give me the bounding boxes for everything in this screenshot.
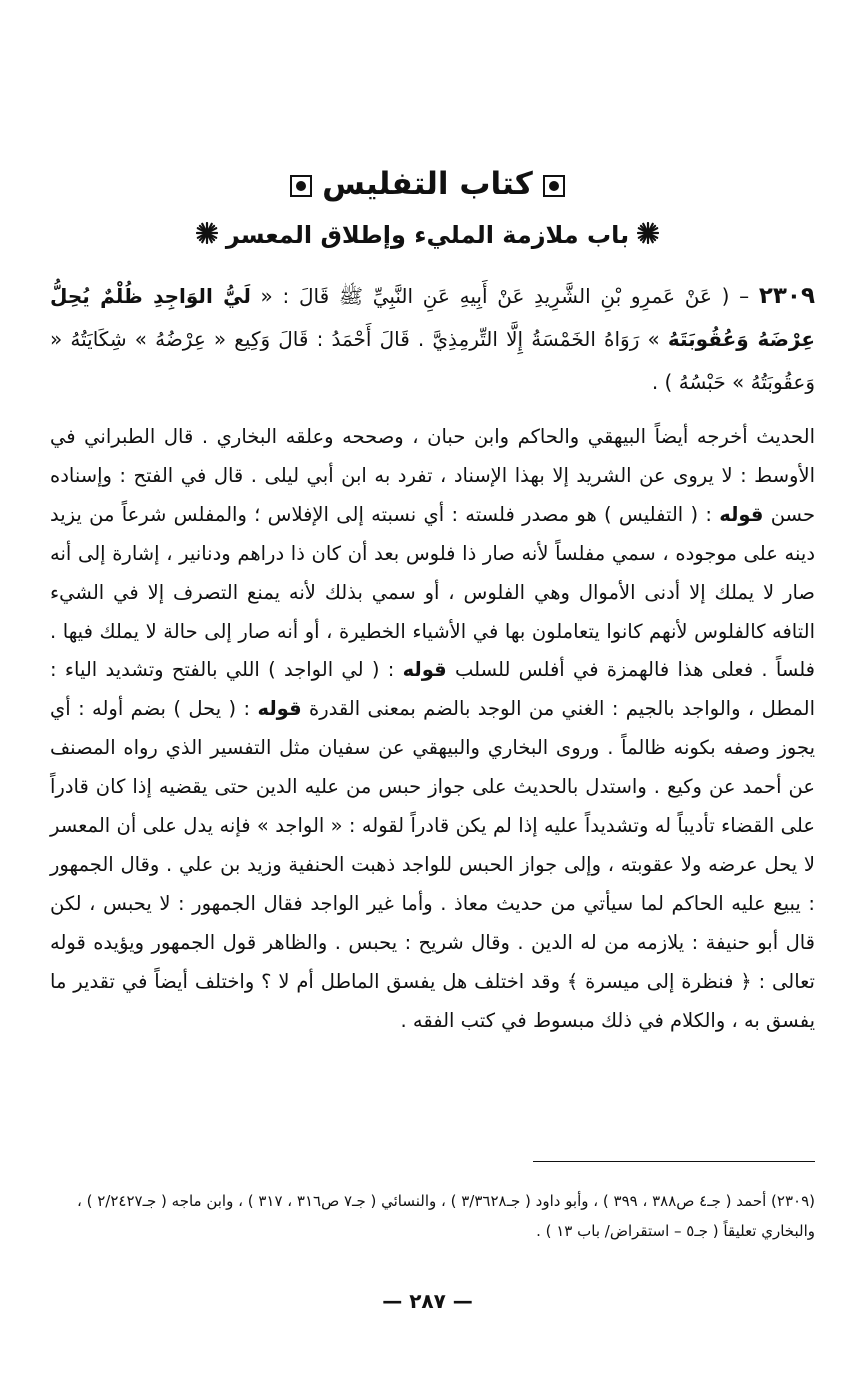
book-title-line [0,160,855,208]
hadith-text [50,275,815,404]
headings [0,160,855,259]
square-ornament-icon [290,175,312,197]
starburst-ornament-icon [637,213,659,259]
commentary-keyword: قوله [719,502,764,526]
footnote-divider [533,1161,815,1162]
commentary-keyword: قوله [257,697,302,721]
commentary-part-1: الحديث أخرجه أيضاً البيهقي والحاكم وابن حبان ، وصححه وعلقه البخاري . قال الطبراني في الأوسط : لا يروى عن الشريد إلا بهذا الإسناد ، تفرد به ابن أبي ليلى . قال في الفتح : وإسناده حسن [50,425,816,526]
page-number: — ٢٨٧ — [382,1289,473,1313]
square-ornament-icon [543,175,565,197]
hadith-dash: – [729,284,759,308]
commentary-keyword: قوله [402,658,447,682]
hadith-matn: لَيُّ الوَاجِدِ ظُلْمٌ يُحِلُّ عِرْضَهُ وَعُقُوبَتَهُ [50,284,816,351]
hadith-tail: » رَوَاهُ الخَمْسَةُ إِلَّا التِّرمِذِيَّ . قَالَ أَحْمَدُ : قَالَ وَكِيع « عِرْضُهُ » شِكَايَتُهُ « وَعقُوبَتُهُ » حَبْسُهُ ) . [50,327,815,394]
hadith-number: ٢٣٠٩ [758,283,815,309]
commentary-part-4: : ( يحل ) بضم أوله : أي يجوز وصفه بكونه ظالماً . وروى البخاري والبيهقي عن سفيان مثل التفسير الذي رواه المصنف عن أحمد عن وكيع . واستدل بالحديث على جواز حبس من عليه الدين حتى يقضيه إذا كان قادراً على القضاء تأديباً له وتشديداً عليه إذا لم يكن قادراً لقوله : « الواجد » فإنه يدل على أن المعسر لا يحل عرضه ولا عقوبته ، وإلى جواز الحبس للواجد ذهبت الحنفية وزيد بن علي . وقال الجمهور : يبيع عليه الحاكم لما سيأتي من حديث معاذ . وأما غير الواجد فقال الجمهور : لا يحبس ، لكن قال أبو حنيفة : يلازمه من له الدين . وقال شريح : يحبس . والظاهر قول الجمهور ويؤيده قوله تعالى : ﴿ فنظرة إلى ميسرة ﴾ وقد اختلف هل يفسق الماطل أم لا ؟ واختلف أيضاً في تقدير ما يفسق به ، والكلام في ذلك مبسوط في كتب الفقه . [50,697,815,1032]
footnote: (٢٣٠٩) أحمد ( جـ٤ ص٣٨٨ ، ٣٩٩ ) ، وأبو داود ( جـ٣/٣٦٢٨ ) ، والنسائي ( جـ٧ ص٣١٦ ، ٣١٧ ) ، وابن ماجه ( جـ٢/٢٤٢٧ ) ، والبخاري تعليقاً ( جـ٥ – استقراض/ باب ١٣ ) . [77,1192,815,1240]
starburst-ornament-icon [196,213,218,259]
hadith-lead: ( عَنْ عَمرِو بْنِ الشَّرِيدِ عَنْ أَبِيهِ عَنِ النَّبِيِّ ﷺ قَالَ : « [250,284,730,308]
commentary-part-2: : ( التفليس ) هو مصدر فلسته : أي نسبته إلى الإفلاس ؛ والمفلس شرعاً من يزيد دينه على موجوده ، سمي مفلساً لأنه صار ذا فلوس بعد أن كان ذا دراهم ودنانير ، إشارة إلى أنه صار لا يملك إلا أدنى الأموال وهي الفلوس ، أو سمي بذلك لأنه يمنع التصرف إلا في الشيء التافه كالفلوس لأنهم كانوا يتعاملون بها في الأشياء الخطيرة ، أو أنه صار إلى حالة لا يملك فيها . فلساً . فعلى هذا فالهمزة في أفلس للسلب [50,502,815,682]
book-title: كتاب التفليس [322,166,533,202]
chapter-title: باب ملازمة المليء وإطلاق المعسر [225,221,630,249]
chapter-title-line [0,212,855,259]
commentary-part-3: : ( لي الواجد ) اللي بالفتح وتشديد الياء : المطل ، والواجد بالجيم : الغني من الوجد بالضم بمعنى القدرة [50,658,815,721]
commentary-text [50,418,815,1041]
